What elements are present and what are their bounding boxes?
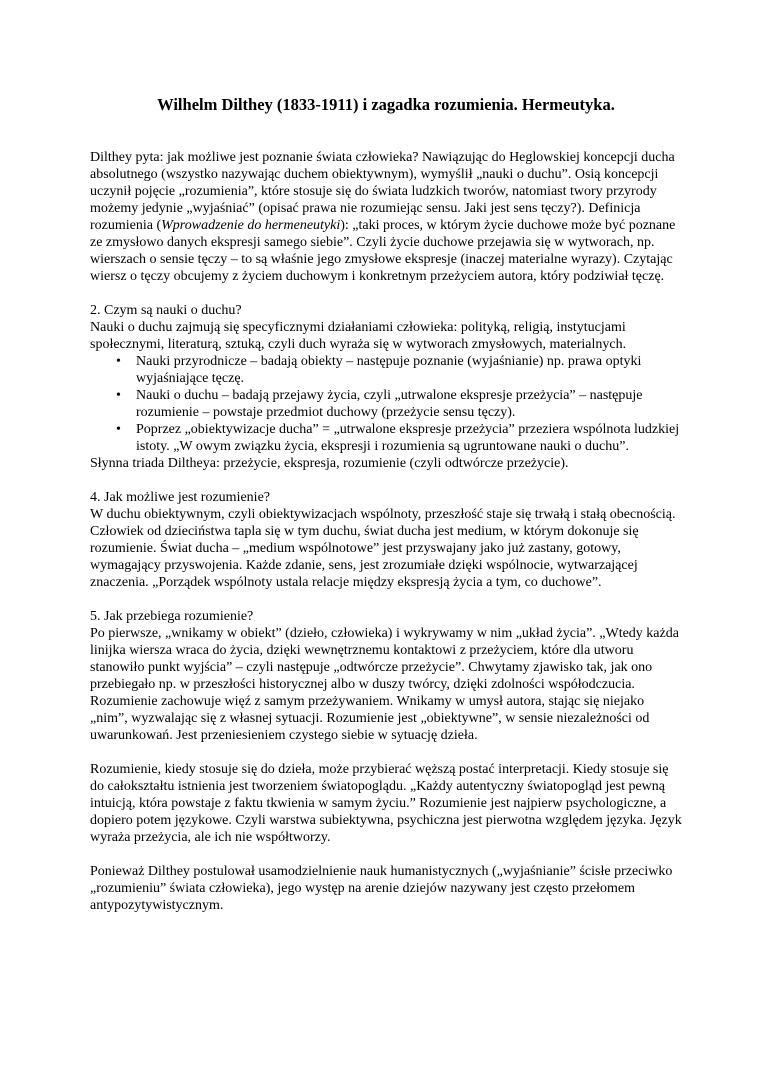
section-2-closing: Słynna triada Diltheya: przeżycie, ekspresja, rozumienie (czyli odtwórcze przeżycie). [90, 456, 569, 471]
document-page [90, 95, 682, 914]
bullet-icon: • [116, 422, 121, 437]
section-2-text: Nauki o duchu zajmują się specyficznymi działaniami człowieka: polityką, religią, instytucjami społecznymi, literaturą, sztuką, czyli duch wyraża się w wytworach zmysłowych, materialnych. [90, 320, 627, 352]
section-5-paragraph-3: Ponieważ Dilthey postulował usamodzielnienie nauk humanistycznych („wyjaśnianie” ścisłe przeciwko „rozumieniu” świata człowieka), jego występ na arenie dziejów nazywany jest często przełomem antypozytywistycznym. [90, 864, 673, 913]
section-4-text: W duchu obiektywnym, czyli obiektywizacjach wspólnoty, przeszłość staje się trwałą i stałą obecnością. Człowiek od dzieciństwa tapla się w tym duchu, świat ducha jest medium, w którym dokonuje się rozumienie. Świat ducha – „medium wspólnotowe” jest przyswajany jako już zastany, gotowy, wymagający przyswojenia. Każde zdanie, sens, jest zrozumiałe dzięki wspólnocie, wytwarzającej znaczenia. „Porządek wspólnoty ustala relacje między ekspresją życia a tym, co duchowe”. [90, 507, 676, 590]
section-5-paragraph-2: Rozumienie, kiedy stosuje się do dzieła, może przybierać węższą postać interpretacji. Kiedy stosuje się do całokształtu istnienia jest tworzeniem światopoglądu. „Każdy autentyczny światopogląd jest pewną intuicją, która powstaje z faktu tkwienia w samym życiu.” Rozumienie jest najpierw psychologiczne, a dopiero potem językowe. Czyli warstwa subiektywna, psychiczna jest pierwotna względem języka. Język wyraża przeżycia, ale ich nie współtworzy. [90, 762, 682, 845]
section-5-text: Po pierwsze, „wnikamy w obiekt” (dzieło, człowieka) i wykrywamy w nim „układ życia”. „Wtedy każda linijka wiersza wraca do życia, dzięki wewnętrznemu kontaktowi z przeżyciem, które dla utworu stanowiło punkt wyjścia” – czyli następuje „odtwórcze przeżycie”. Chwytamy zjawisko tak, jak ono przebiegało np. w przeszłości historycznej albo w duszy twórcy, dzięki zdolności współodczucia. Rozumienie zachowuje więź z samym przeżywaniem. Wnikamy w umysł autora, stając się niejako „nim”, wyzwalając się z własnej sytuacji. Rozumienie jest „obiektywne”, w sensie niezależności od uwarunkowań. Jest przeniesieniem czystego siebie w sytuację dzieła. [90, 626, 679, 743]
document-title: Wilhelm Dilthey (1833-1911) i zagadka rozumienia. Hermeutyka. [157, 95, 615, 114]
bullet-icon: • [116, 354, 121, 369]
bullet-item [90, 353, 682, 387]
bullet-item [90, 387, 682, 421]
section-5-heading: 5. Jak przebiega rozumienie? [90, 609, 254, 624]
intro-rest: ): „taki proces, w którym życie duchowe może być poznane ze zmysłowo danych ekspresji samego siebie”. Czyli życie duchowe przejawia się w wytworach, np. wierszach o sensie tęczy – to są właśnie jego zmysłowe ekspresje (inaczej materialne wyrazy). Czytając wiersz o tęczy obcujemy z życiem duchowym i konkretnym przeżyciem autora, który podziwiał tęczę. [90, 218, 676, 284]
section-2-bullet-list [90, 353, 682, 455]
bullet-item [90, 421, 682, 455]
bullet-icon: • [116, 388, 121, 403]
bullet-text: Nauki o duchu – badają przejawy życia, czyli „utrwalone ekspresje przeżycia” – następuje rozumienie – powstaje przedmiot duchowy (przeżycie sensu tęczy). [136, 388, 643, 420]
intro-lead: Dilthey pyta: jak możliwe jest poznanie świata człowieka? Nawiązując do Heglowskiej koncepcji ducha absolutnego (wszystko nazywając duchem obiektywnym), wymyślił „nauki o duchu”. Osią koncepcji uczynił pojęcie „rozumienia”, które stosuje się do świata ludzkich tworów, natomiast twory przyrody możemy jedynie „wyjaśniać” (opisać prawa nie rozumiejąc sensu. Jaki jest sens tęczy?). Definicja rozumienia ( [90, 150, 675, 233]
bullet-text: Nauki przyrodnicze – badają obiekty – następuje poznanie (wyjaśnianie) np. prawa optyki wyjaśniające tęczę. [136, 354, 642, 386]
section-2-heading: 2. Czym są nauki o duchu? [90, 303, 242, 318]
intro-paragraph [90, 149, 682, 285]
section-4-heading: 4. Jak możliwe jest rozumienie? [90, 490, 270, 505]
book-title: Wprowadzenie do hermeneutyki [161, 218, 341, 233]
bullet-text: Poprzez „obiektywizacje ducha” = „utrwalone ekspresje przeżycia” przeziera wspólnota ludzkiej istoty. „W owym związku życia, ekspresji i rozumienia są ugruntowane nauki o duchu”. [136, 422, 680, 454]
